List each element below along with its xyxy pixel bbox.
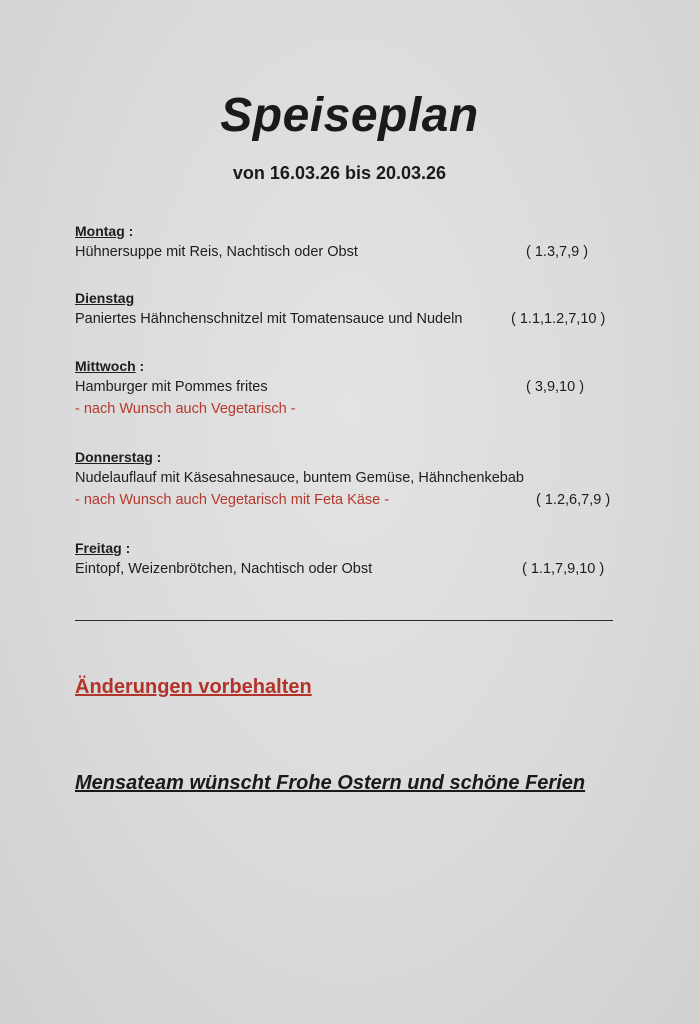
meal-description: Eintopf, Weizenbrötchen, Nachtisch oder Obst [75, 561, 373, 577]
meal-description: Paniertes Hähnchenschnitzel mit Tomatensauce und Nudeln [75, 311, 463, 327]
day-name [75, 288, 635, 308]
meal-row [75, 241, 635, 263]
day-label: Mittwoch [75, 358, 136, 374]
day-label: Dienstag [75, 290, 135, 306]
meal-description: Nudelauflauf mit Käsesahnesauce, buntem Gemüse, Hähnchenkebab [75, 470, 524, 486]
day-label: Montag [75, 223, 125, 239]
day-label: Freitag [75, 540, 122, 556]
day-tuesday [75, 288, 635, 330]
vegetarian-note: - nach Wunsch auch Vegetarisch - [75, 401, 296, 417]
divider-line [75, 620, 613, 621]
date-range: von 16.03.26 bis 20.03.26 [232, 163, 447, 183]
allergen-codes: ( 1.3,7,9 ) [526, 244, 589, 260]
day-monday [75, 221, 635, 263]
day-suffix: : [121, 540, 131, 556]
allergen-codes: ( 1.1,1.2,7,10 ) [511, 311, 606, 327]
meal-description: Hamburger mit Pommes frites [75, 379, 268, 395]
greeting-text: Mensateam wünscht Frohe Ostern und schöne Ferien [75, 772, 586, 794]
meal-row [75, 558, 635, 580]
day-friday [75, 538, 635, 580]
allergen-codes: ( 1.2,6,7,9 ) [536, 492, 611, 508]
meal-row [75, 376, 635, 398]
day-suffix: : [152, 449, 162, 465]
day-suffix: : [124, 223, 134, 239]
note-row [75, 489, 635, 511]
day-name [75, 447, 635, 467]
allergen-codes: ( 3,9,10 ) [526, 379, 585, 395]
day-name [75, 221, 635, 241]
page-title: Speiseplan [220, 89, 479, 142]
vegetarian-note: - nach Wunsch auch Vegetarisch mit Feta Käse - [75, 492, 390, 508]
day-thursday [75, 447, 635, 511]
changes-notice: Änderungen vorbehalten [75, 676, 312, 698]
day-label: Donnerstag [75, 449, 153, 465]
meal-description: Hühnersuppe mit Reis, Nachtisch oder Obst [75, 244, 358, 260]
day-name [75, 356, 635, 376]
meal-row [75, 308, 635, 330]
meal-row [75, 467, 635, 489]
day-wednesday [75, 356, 635, 420]
allergen-codes: ( 1.1,7,9,10 ) [522, 561, 605, 577]
day-suffix: : [135, 358, 145, 374]
day-name [75, 538, 635, 558]
